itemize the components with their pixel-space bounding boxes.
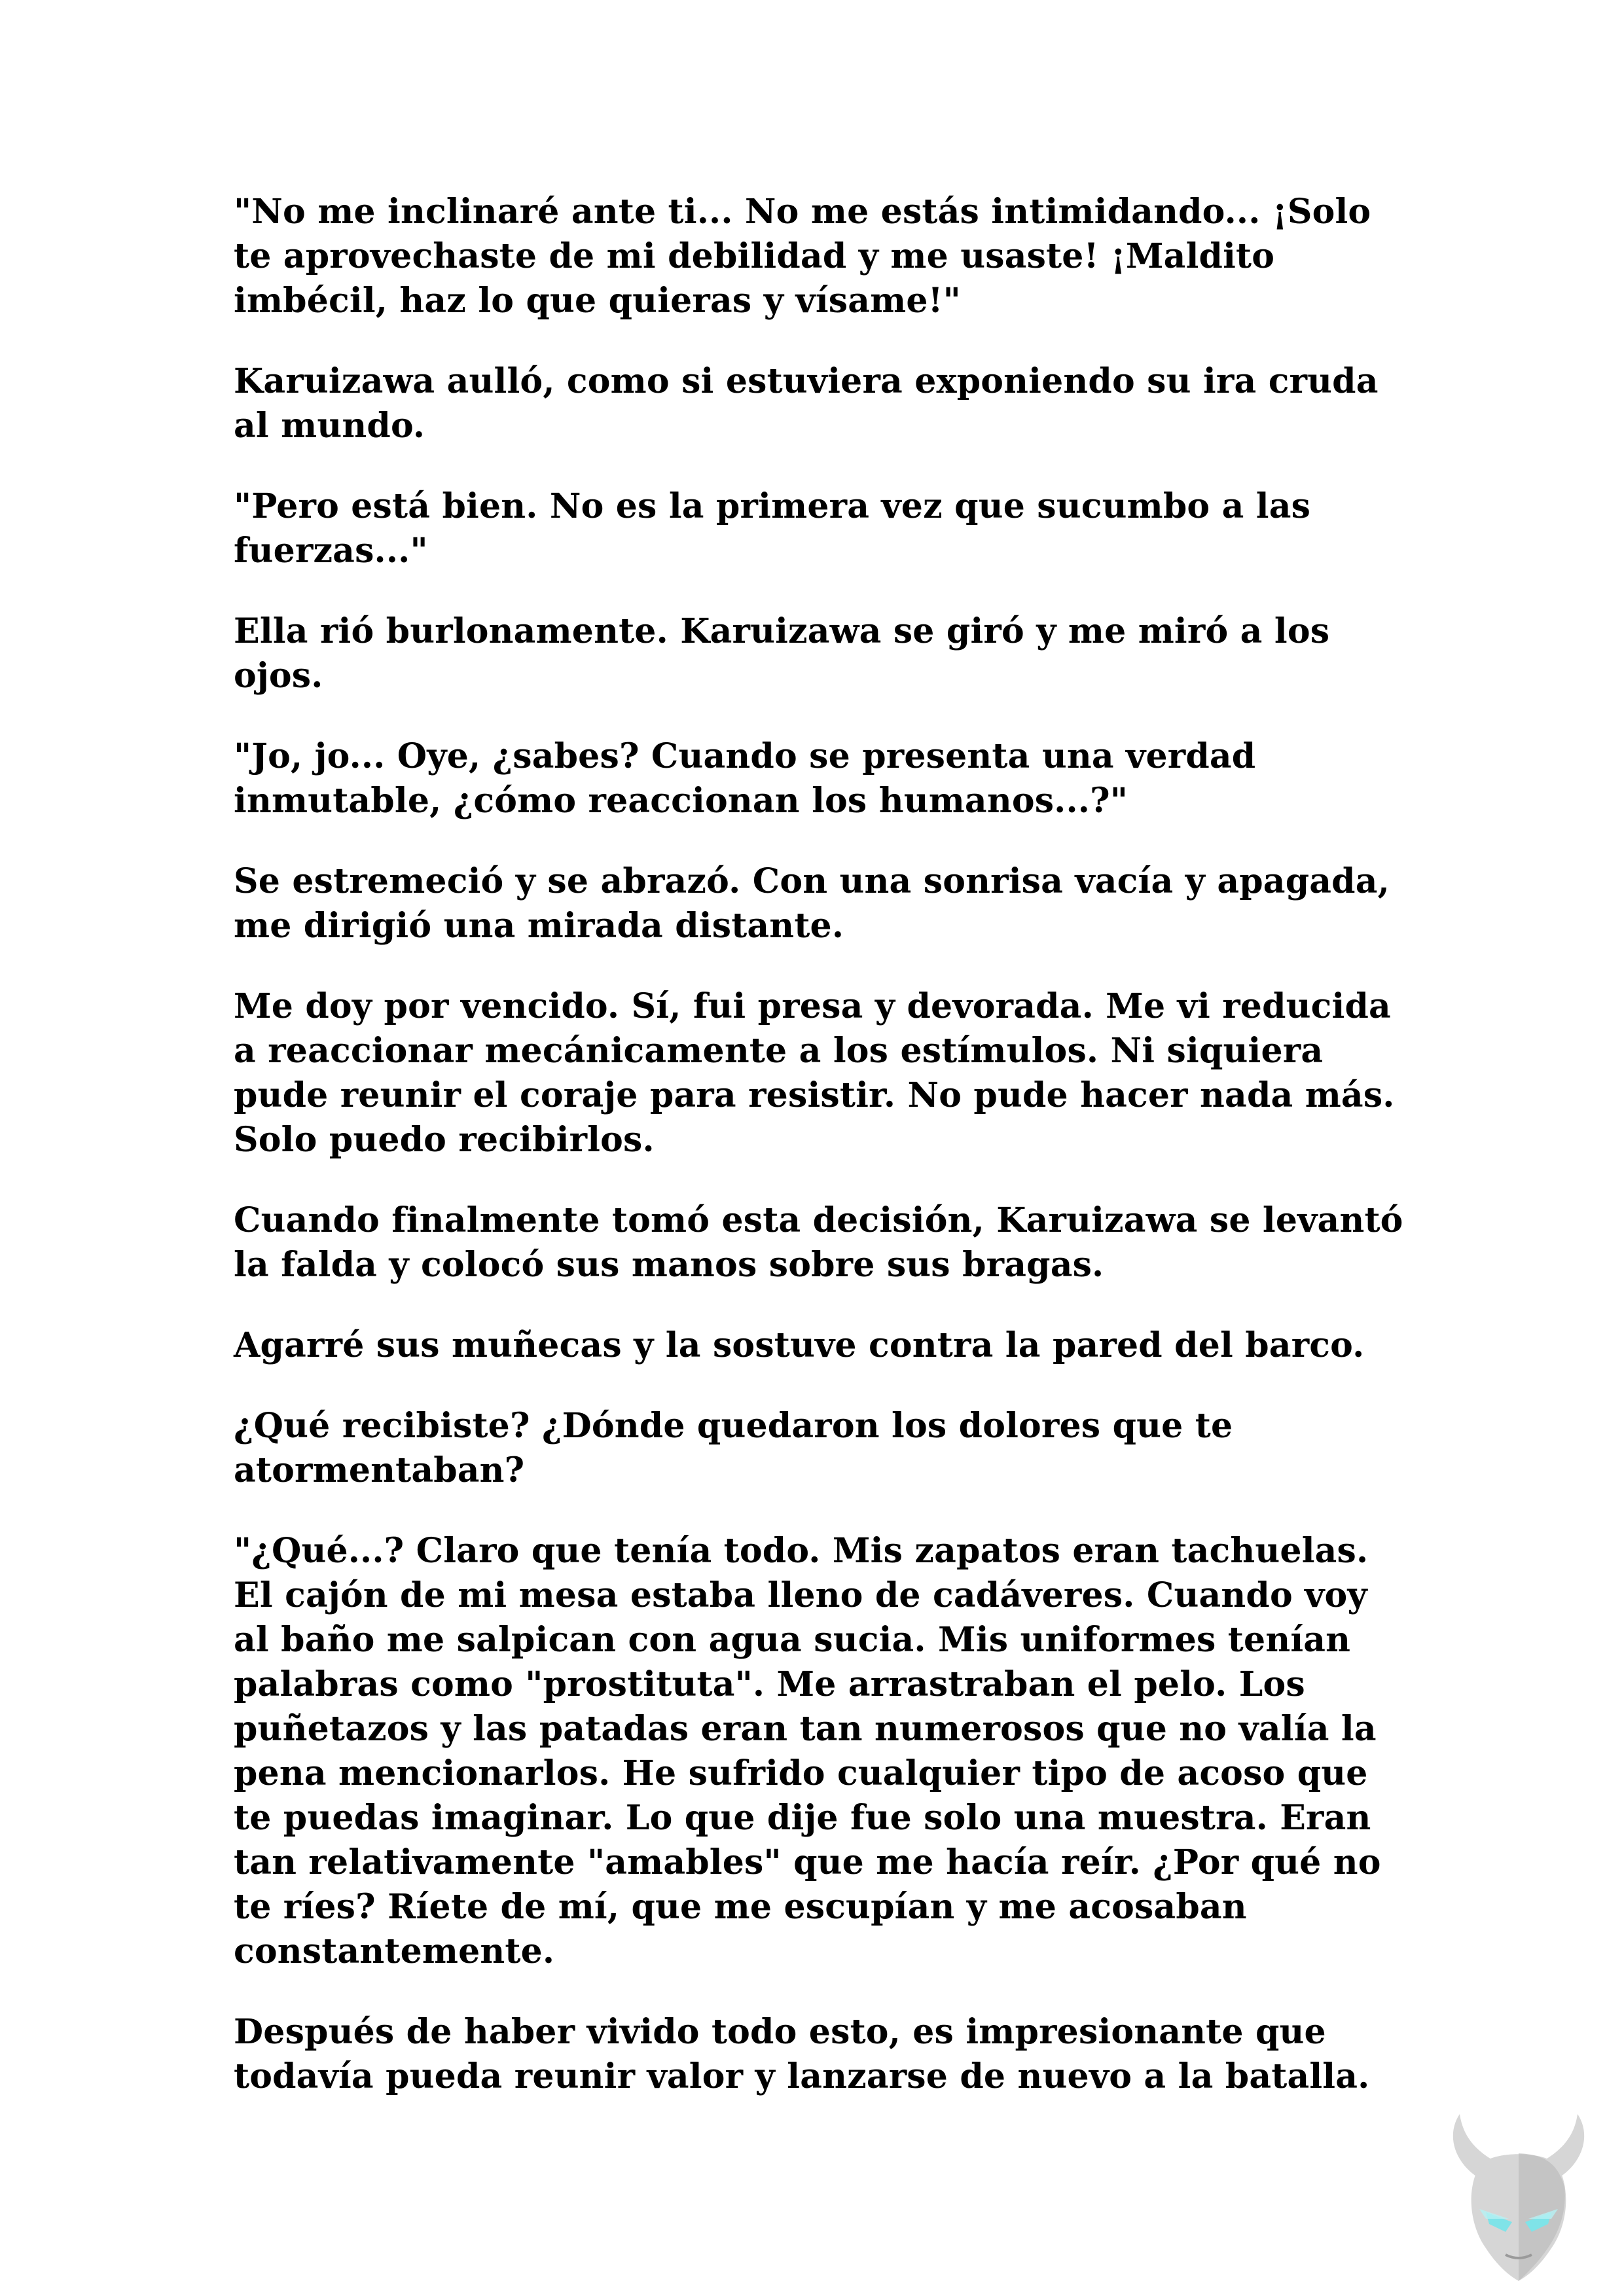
- paragraph-7: Me doy por vencido. Sí, fui presa y devorada. Me vi reducida a reaccionar mecánicamente a los estímulos. Ni siquiera pude reunir el coraje para resistir. No pude hacer nada más. Solo puedo recibirlos.: [234, 986, 1395, 1160]
- paragraph-11: "¿Qué...? Claro que tenía todo. Mis zapatos eran tachuelas. El cajón de mi mesa estaba lleno de cadáveres. Cuando voy al baño me salpican con agua sucia. Mis uniformes tenían palabras como "prostituta". Me arrastraban el pelo. Los puñetazos y las patadas eran tan numerosos que no valía la pena mencionarlos. He sufrido cualquier tipo de acoso que te puedas imaginar. Lo que dije fue solo una muestra. Eran tan relativamente "amables" que me hacía reír. ¿Por qué no te ríes? Ríete de mí, que me escupían y me acosaban constantemente.: [234, 1531, 1381, 1971]
- paragraph-2: Karuizawa aulló, como si estuviera exponiendo su ira cruda al mundo.: [234, 361, 1379, 446]
- paragraph-12: Después de haber vivido todo esto, es impresionante que todavía pueda reunir valor y lanzarse de nuevo a la batalla.: [234, 2012, 1370, 2096]
- paragraph-10: ¿Qué recibiste? ¿Dónde quedaron los dolores que te atormentaban?: [234, 1406, 1233, 1490]
- paragraph-4: Ella rió burlonamente. Karuizawa se giró y me miró a los ojos.: [234, 611, 1330, 696]
- paragraph-1: "No me inclinaré ante ti... No me estás intimidando... ¡Solo te aprovechaste de mi debilidad y me usaste! ¡Maldito imbécil, haz lo que quieras y vísame!": [234, 192, 1371, 321]
- paragraph-3: "Pero está bien. No es la primera vez que sucumbo a las fuerzas...": [234, 486, 1311, 571]
- paragraph-5: "Jo, jo... Oye, ¿sabes? Cuando se presenta una verdad inmutable, ¿cómo reaccionan los humanos...?": [234, 736, 1256, 821]
- body-text: [234, 190, 1412, 2135]
- horned-demon-head-icon: [1440, 2114, 1597, 2284]
- paragraph-6: Se estremeció y se abrazó. Con una sonrisa vacía y apagada, me dirigió una mirada distante.: [234, 861, 1390, 946]
- paragraph-9: Agarré sus muñecas y la sostuve contra la pared del barco.: [234, 1325, 1365, 1365]
- paragraph-8: Cuando finalmente tomó esta decisión, Karuizawa se levantó la falda y colocó sus manos sobre sus bragas.: [234, 1200, 1403, 1285]
